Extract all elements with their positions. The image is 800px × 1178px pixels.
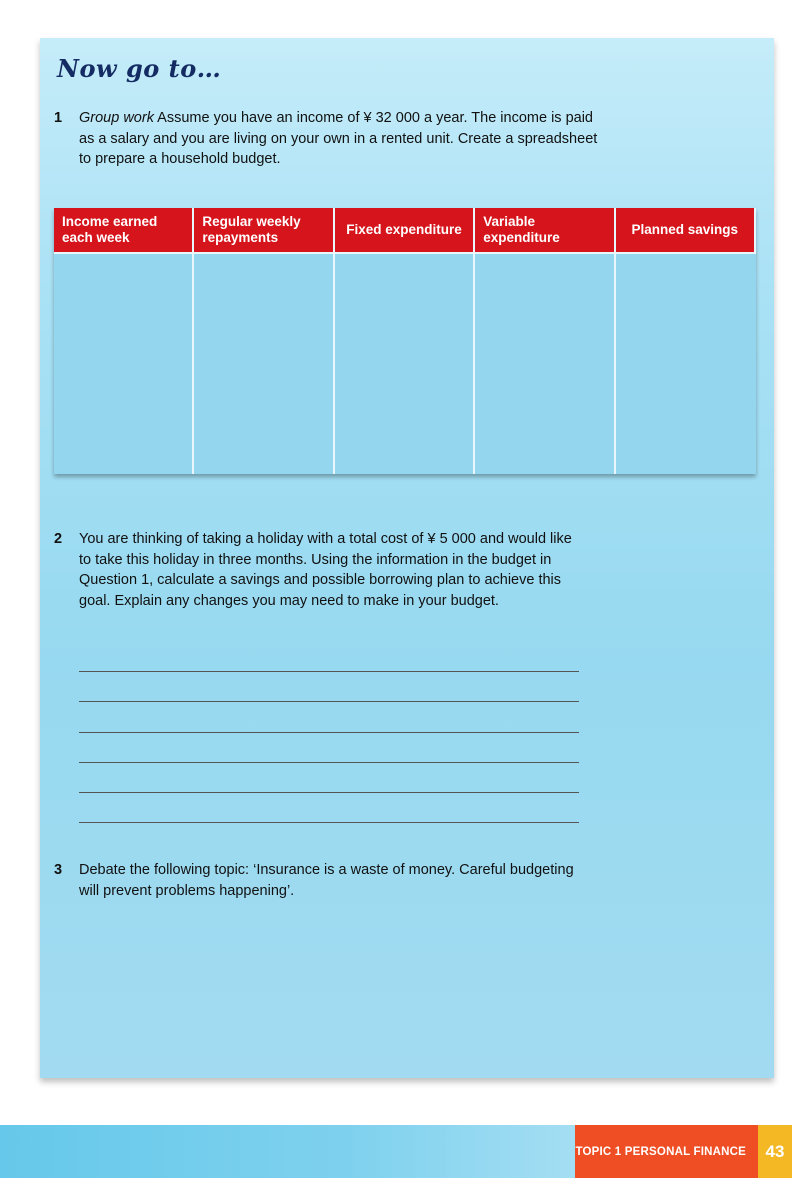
table-cell-income[interactable] [54, 252, 194, 474]
table-cell-repayments[interactable] [194, 252, 334, 474]
question-1-text [79, 108, 609, 170]
topic-label: TOPIC 1 PERSONAL FINANCE [575, 1125, 758, 1178]
table-header-repayments: Regular weekly repayments [194, 208, 334, 252]
question-3-number: 3 [54, 862, 63, 878]
table-header-fixed: Fixed expenditure [335, 208, 475, 252]
question-1-number: 1 [54, 110, 63, 126]
budget-table [54, 208, 756, 474]
page-heading: Now go to… [57, 54, 222, 83]
table-cell-savings[interactable] [616, 252, 756, 474]
table-header-income: Income earned each week [54, 208, 194, 252]
table-cell-variable[interactable] [475, 252, 615, 474]
question-1-body: Assume you have an income of ¥ 32 000 a year. The income is paid as a salary and you are living on your own in a rented unit. Create a spreadsheet to prepare a household budget. [79, 110, 598, 167]
table-cell-fixed[interactable] [335, 252, 475, 474]
question-2-number: 2 [54, 531, 63, 547]
question-2-text: You are thinking of taking a holiday with a total cost of ¥ 5 000 and would like to take this holiday in three months. Using the information in the budget in Question 1, calculate a savings and possible borrowing plan to achieve this goal. Explain any changes you may need to make in your budget. [79, 531, 572, 609]
answer-line[interactable] [79, 732, 579, 733]
answer-line[interactable] [79, 762, 579, 763]
question-1-lead: Group work [79, 110, 154, 126]
answer-line[interactable] [79, 822, 579, 823]
table-header-variable: Variable expenditure [475, 208, 615, 252]
answer-line[interactable] [79, 671, 579, 672]
answer-line[interactable] [79, 792, 579, 793]
table-header-savings: Planned savings [616, 208, 756, 252]
activity-panel [40, 38, 774, 1078]
page-number: 43 [758, 1125, 792, 1178]
question-3-text: Debate the following topic: ‘Insurance is a waste of money. Careful budgeting will prevent problems happening’. [79, 862, 574, 899]
answer-line[interactable] [79, 701, 579, 702]
footer-strip [0, 1125, 580, 1178]
